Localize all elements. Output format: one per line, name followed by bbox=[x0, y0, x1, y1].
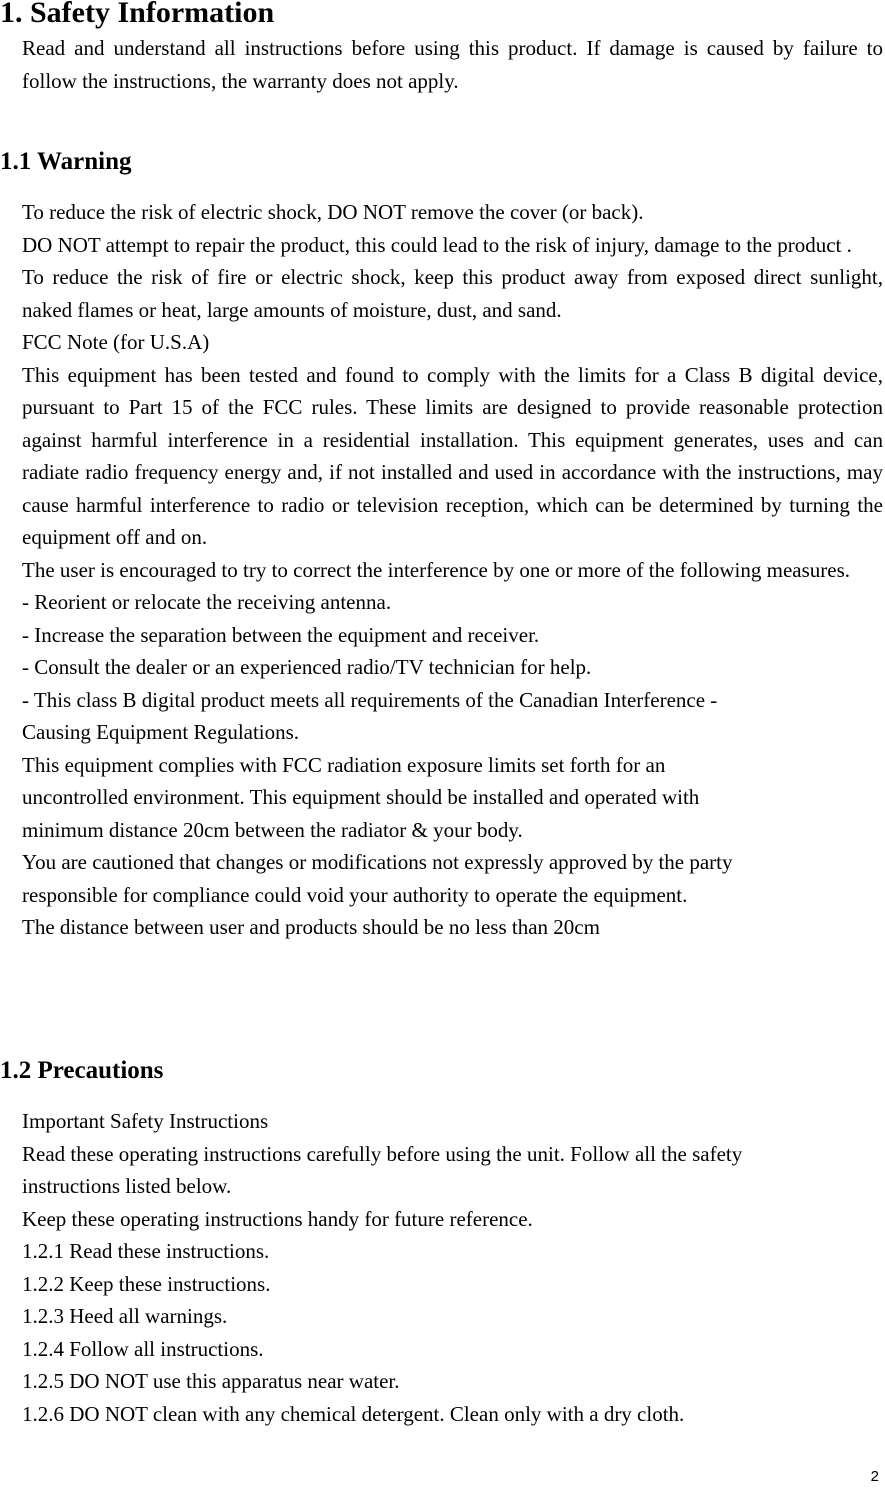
warning-paragraph-electric-shock: To reduce the risk of electric shock, DO NOT remove the cover (or back). bbox=[22, 200, 644, 224]
keep-instructions-note: Keep these operating instructions handy for future reference. bbox=[22, 1206, 533, 1231]
list-item: 1.2.2 Keep these instructions. bbox=[22, 1271, 271, 1296]
list-item: 1.2.6 DO NOT clean with any chemical detergent. Clean only with a dry cloth. bbox=[22, 1401, 685, 1426]
exposure-limits-line-1: This equipment complies with FCC radiation exposure limits set forth for an bbox=[22, 752, 666, 777]
measure-item-consult: - Consult the dealer or an experienced radio/TV technician for help. bbox=[22, 655, 592, 679]
section-heading-safety-information: 1. Safety Information bbox=[0, 0, 275, 29]
precautions-body bbox=[22, 1105, 883, 1430]
section-heading-precautions: 1.2 Precautions bbox=[0, 1057, 164, 1084]
modification-caution-line-2: responsible for compliance could void your authority to operate the equipment. bbox=[22, 882, 688, 907]
fcc-compliance-paragraph: This equipment has been tested and found to comply with the limits for a Class B digital device, pursuant to Part 15 of the FCC rules. These limits are designed to provide reasonable protection against harmful interference in a residential installation. This equipment generates, uses and can radiate radio frequency energy and, if not installed and used in accordance with the instructions, may cause harmful interference to radio or television reception, which can be determined by turning the equipment off and on. bbox=[22, 362, 883, 549]
measure-item-reorient: - Reorient or relocate the receiving antenna. bbox=[22, 590, 392, 614]
list-item: 1.2.5 DO NOT use this apparatus near water. bbox=[22, 1369, 400, 1393]
list-item: 1.2.1 Read these instructions. bbox=[22, 1239, 270, 1263]
distance-requirement: The distance between user and products should be no less than 20cm bbox=[22, 915, 600, 939]
canada-regulation-line-1: - This class B digital product meets all requirements of the Canadian Interference - bbox=[22, 687, 718, 712]
fcc-measures-intro: The user is encouraged to try to correct the interference by one or more of the following measures. bbox=[22, 557, 851, 582]
warning-body bbox=[22, 196, 883, 944]
read-instructions-line-2: instructions listed below. bbox=[22, 1174, 232, 1198]
fcc-note-title: FCC Note (for U.S.A) bbox=[22, 330, 210, 354]
section-heading-warning: 1.1 Warning bbox=[0, 148, 132, 175]
warning-paragraph-repair: DO NOT attempt to repair the product, this could lead to the risk of injury, damage to the product . bbox=[22, 232, 852, 257]
warning-paragraph-fire: To reduce the risk of fire or electric shock, keep this product away from exposed direct sunlight, naked flames or heat, large amounts of moisture, dust, and sand. bbox=[22, 265, 883, 322]
list-item: 1.2.3 Heed all warnings. bbox=[22, 1304, 228, 1328]
important-safety-title: Important Safety Instructions bbox=[22, 1109, 269, 1133]
modification-caution-line-1: You are cautioned that changes or modifications not expressly approved by the party bbox=[22, 850, 733, 874]
exposure-limits-line-3: minimum distance 20cm between the radiator & your body. bbox=[22, 817, 523, 842]
measure-item-separation: - Increase the separation between the equipment and receiver. bbox=[22, 622, 540, 647]
canada-regulation-line-2: Causing Equipment Regulations. bbox=[22, 720, 300, 744]
page-number: 2 bbox=[870, 1468, 879, 1485]
list-item: 1.2.4 Follow all instructions. bbox=[22, 1336, 264, 1361]
read-instructions-line-1: Read these operating instructions carefully before using the unit. Follow all the safety bbox=[22, 1141, 743, 1166]
safety-intro-paragraph: Read and understand all instructions before using this product. If damage is caused by failure to follow the instructions, the warranty does not apply. bbox=[22, 36, 883, 93]
exposure-limits-line-2: uncontrolled environment. This equipment should be installed and operated with bbox=[22, 785, 700, 809]
